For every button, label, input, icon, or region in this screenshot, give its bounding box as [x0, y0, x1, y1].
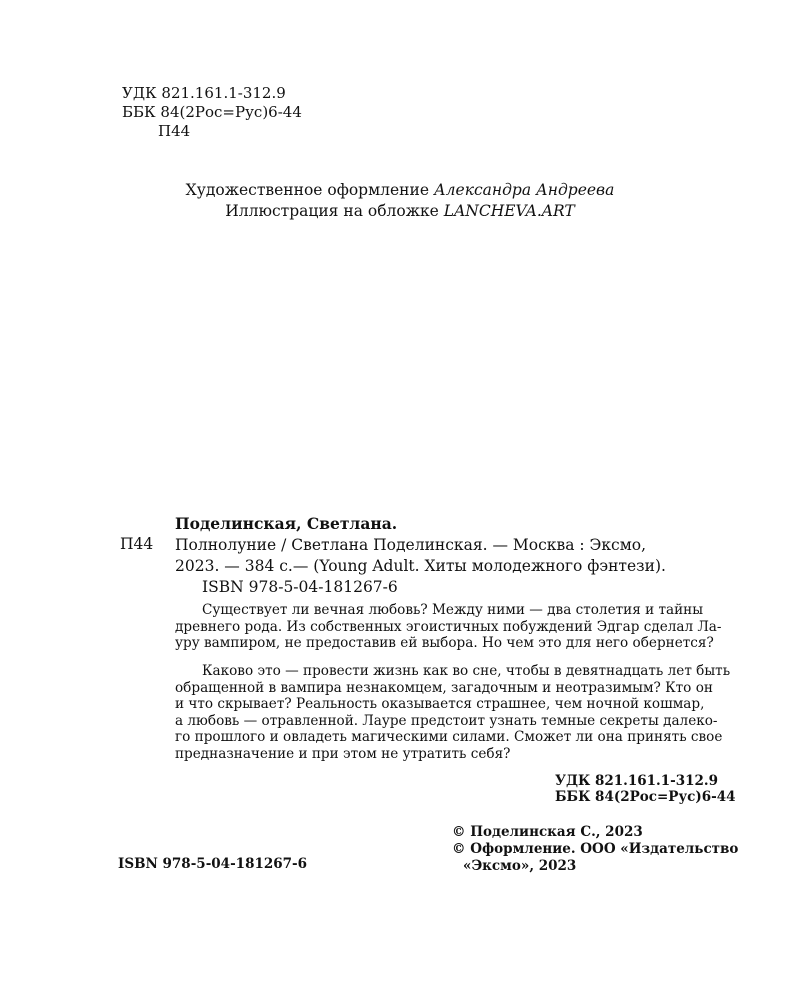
annotation-line: Каково это — провести жизнь как во сне, чтобы в девятнадцать лет быть: [202, 663, 731, 679]
annotation-line: Существует ли вечная любовь? Между ними — два столетия и тайны: [202, 602, 704, 618]
bib-author-mark: П44: [120, 535, 154, 553]
bib-isbn: ISBN 978-5-04-181267-6: [202, 578, 398, 596]
annotation-line: обращенной в вампира незнакомцем, загадочным и неотразимым? Кто он: [175, 679, 713, 696]
copyright-design: © Оформление. ООО «Издательство: [452, 841, 739, 857]
annotation-line: и что скрывает? Реальность оказывается страшнее, чем ночной кошмар,: [175, 696, 705, 712]
bbk-code: ББК 84(2Рос=Рус)6-44: [555, 789, 736, 805]
cover-credit-name: LANCHEVA.ART: [443, 202, 575, 220]
cover-credit: [0, 201, 800, 222]
bbk-code: ББК 84(2Рос=Рус)6-44: [122, 103, 302, 121]
credits: [0, 180, 800, 222]
annotation-paragraph-2: [175, 663, 731, 762]
classification-codes: [122, 84, 302, 141]
bottom-classification-codes: [555, 773, 736, 805]
bib-line-1: Полнолуние / Светлана Поделинская. — Москва : Эксмо,: [175, 536, 647, 554]
bib-description: [175, 535, 666, 577]
copyright-author: © Поделинская С., 2023: [452, 824, 643, 840]
udk-code: УДК 821.161.1-312.9: [555, 773, 718, 789]
bottom-isbn: ISBN 978-5-04-181267-6: [118, 856, 308, 872]
bib-line-2: 2023. — 384 с.— (Young Adult. Хиты молодежного фэнтези).: [175, 557, 666, 575]
annotation-paragraph-1: [175, 602, 723, 652]
annotation-line: древнего рода. Из собственных эгоистичных побуждений Эдгар сделал Ла-: [175, 618, 722, 635]
design-credit-label: Художественное оформление: [185, 181, 434, 199]
annotation-line: го прошлого и овладеть магическими силами. Сможет ли она принять свое: [175, 729, 723, 745]
copyright-block: [452, 824, 738, 875]
annotation-line: предназначение и при этом не утратить себя?: [175, 745, 511, 762]
author-mark: П44: [158, 122, 191, 140]
udk-code: УДК 821.161.1-312.9: [122, 84, 286, 102]
design-credit: [0, 180, 800, 201]
bib-author: Поделинская, Светлана.: [175, 514, 398, 533]
copyright-design-cont: «Эксмо», 2023: [463, 858, 577, 874]
cover-credit-label: Иллюстрация на обложке: [225, 202, 444, 220]
design-credit-name: Александра Андреева: [433, 181, 615, 199]
annotation-line: уру вампиром, не предоставив ей выбора. Но чем это для него обернется?: [175, 635, 714, 651]
annotation-line: а любовь — отравленной. Лауре предстоит узнать темные секреты далеко-: [175, 712, 718, 729]
